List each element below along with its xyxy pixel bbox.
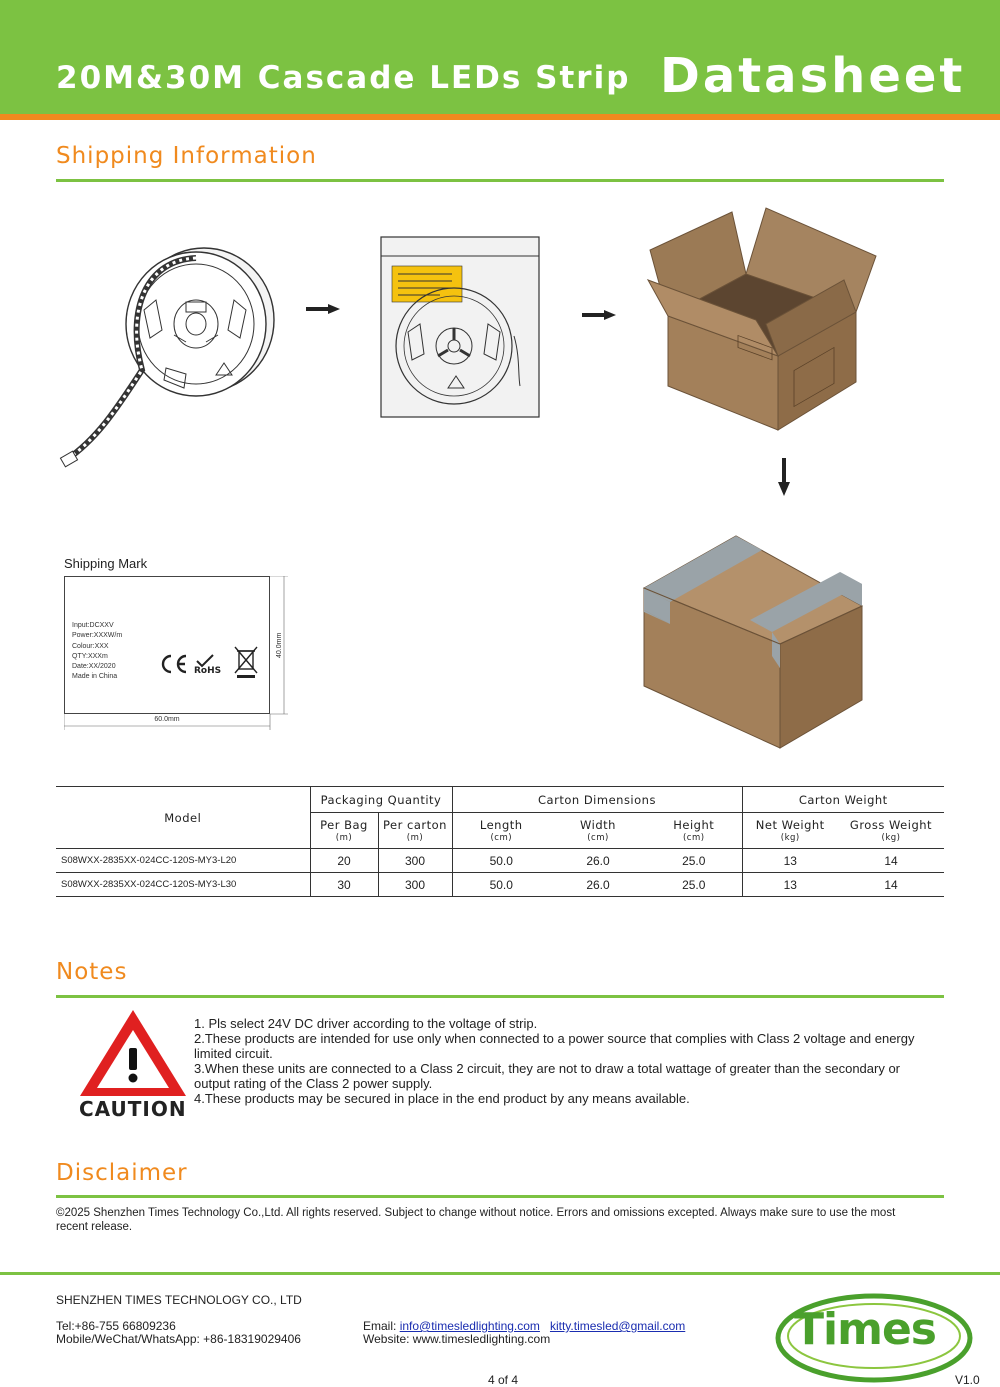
per-carton-unit: (m) <box>406 833 424 843</box>
gross-weight-label: Gross Weight <box>849 818 933 832</box>
shipping-mark-label: Shipping Mark <box>64 556 148 571</box>
col-header-net-weight <box>742 813 838 849</box>
col-header-model: Model <box>56 787 310 849</box>
per-carton-cell: 300 <box>378 873 452 897</box>
caution-label: CAUTION <box>79 1097 187 1121</box>
per-carton-cell: 300 <box>378 849 452 873</box>
shipping-mark-box <box>64 576 270 714</box>
col-header-per-bag <box>310 813 378 849</box>
email-link-kitty[interactable]: kitty.timesled@gmail.com <box>549 1319 686 1333</box>
per-bag-unit: (m) <box>335 833 353 843</box>
section-divider <box>56 1195 944 1198</box>
section-divider <box>56 995 944 998</box>
disclaimer-section-title: Disclaimer <box>56 1160 188 1186</box>
times-logo <box>774 1290 974 1386</box>
gross-weight-cell: 14 <box>884 877 898 892</box>
section-divider <box>56 179 944 182</box>
height-unit: (cm) <box>682 833 705 843</box>
per-bag-cell: 30 <box>310 873 378 897</box>
footer-divider <box>0 1272 1000 1275</box>
arrow-right-icon <box>582 310 616 320</box>
mark-width-label: 60.0mm <box>154 716 180 723</box>
width-cell: 26.0 <box>586 853 610 868</box>
per-bag-label: Per Bag <box>320 818 368 832</box>
height-label: Height <box>673 818 715 832</box>
width-unit: (cm) <box>587 833 609 843</box>
mark-line: Date:XX/2020 <box>72 663 116 671</box>
note-item: 3.When these units are connected to a Class 2 circuit, they are not to draw a total wattage of greater than the secondary or output rating of the Class 2 power supply. <box>194 1061 901 1091</box>
caution-triangle-icon <box>78 1008 188 1098</box>
col-header-packaging-quantity: Packaging Quantity <box>310 787 452 813</box>
notes-list <box>194 1016 934 1106</box>
disclaimer-text: ©2025 Shenzhen Times Technology Co.,Ltd. All rights reserved. Subject to change without notice. Errors and omissions excepted. Always make sure to use the most recent release. <box>56 1207 896 1233</box>
arrow-down-icon <box>778 458 790 496</box>
packaging-table <box>56 786 944 897</box>
reel-icon <box>56 240 292 476</box>
weee-bin-icon <box>233 645 259 679</box>
mark-height-label: 40.0mm <box>276 632 283 658</box>
mark-line: Made in China <box>72 673 118 681</box>
company-name: SHENZHEN TIMES TECHNOLOGY CO., LTD <box>56 1293 302 1307</box>
width-label: Width <box>580 818 616 832</box>
version-label: V1.0 <box>955 1373 980 1387</box>
mark-line: Colour:XXX <box>72 642 109 650</box>
length-cell: 50.0 <box>489 853 513 868</box>
mark-line: Power:XXXW/m <box>72 632 123 640</box>
width-cell: 26.0 <box>586 877 610 892</box>
arrow-right-icon <box>306 304 340 314</box>
table-row <box>56 849 944 873</box>
svg-text:RoHS: RoHS <box>194 666 222 675</box>
model-cell: S08WXX-2835XX-024CC-120S-MY3-L20 <box>56 849 310 873</box>
model-cell: S08WXX-2835XX-024CC-120S-MY3-L30 <box>56 873 310 897</box>
table-row <box>56 873 944 897</box>
shipping-section-title: Shipping Information <box>56 143 317 169</box>
mobile-line: Mobile/WeChat/WhatsApp: +86-18319029406 <box>56 1332 301 1346</box>
email-label: Email: <box>363 1319 397 1333</box>
col-header-width <box>550 813 646 849</box>
height-cell: 25.0 <box>646 873 742 897</box>
height-cell: 25.0 <box>646 849 742 873</box>
col-header-height <box>646 813 742 849</box>
per-carton-label: Per carton <box>383 818 447 832</box>
note-item: 2.These products are intended for use only when connected to a power source that complies with Class 2 voltage and energy limited circuit. <box>194 1031 915 1061</box>
col-header-length <box>452 813 550 849</box>
tel-line: Tel:+86-755 66809236 <box>56 1319 176 1333</box>
note-item: 4.These products may be secured in place in the end product by any means available. <box>194 1091 690 1106</box>
col-header-carton-dimensions: Carton Dimensions <box>452 787 742 813</box>
shipping-mark-lines <box>72 621 122 683</box>
net-weight-label: Net Weight <box>755 818 825 832</box>
gross-weight-cell: 14 <box>884 853 898 868</box>
net-weight-cell: 13 <box>783 853 797 868</box>
ce-mark-icon <box>159 653 189 675</box>
doc-type-label: Datasheet <box>660 48 966 104</box>
gross-weight-unit: (kg) <box>881 833 901 843</box>
length-label: Length <box>479 818 523 832</box>
mark-line: QTY:XXXm <box>72 652 108 660</box>
bag-icon <box>380 236 542 418</box>
sealed-carton-icon <box>640 532 866 750</box>
rohs-mark-icon <box>193 653 229 675</box>
mark-line: Input:DCXXV <box>72 622 114 629</box>
length-unit: (cm) <box>490 833 513 843</box>
email-line <box>363 1319 685 1333</box>
open-carton-icon <box>646 206 882 432</box>
net-weight-unit: (kg) <box>780 833 800 843</box>
per-bag-cell: 20 <box>310 849 378 873</box>
document-title: 20M&30M Cascade LEDs Strip <box>56 60 631 96</box>
col-header-carton-weight: Carton Weight <box>742 787 944 813</box>
header-stripe <box>0 114 1000 120</box>
logo-text: Times <box>794 1304 936 1355</box>
net-weight-cell: 13 <box>783 877 797 892</box>
col-header-gross-weight <box>838 813 944 849</box>
website-line[interactable]: Website: www.timesledlighting.com <box>363 1332 551 1346</box>
page-number: 4 of 4 <box>488 1373 519 1387</box>
col-header-per-carton <box>378 813 452 849</box>
notes-section-title: Notes <box>56 959 128 985</box>
length-cell: 50.0 <box>489 877 513 892</box>
note-item: 1. Pls select 24V DC driver according to the voltage of strip. <box>194 1016 538 1031</box>
email-link-info[interactable]: info@timesledlighting.com <box>399 1319 540 1333</box>
